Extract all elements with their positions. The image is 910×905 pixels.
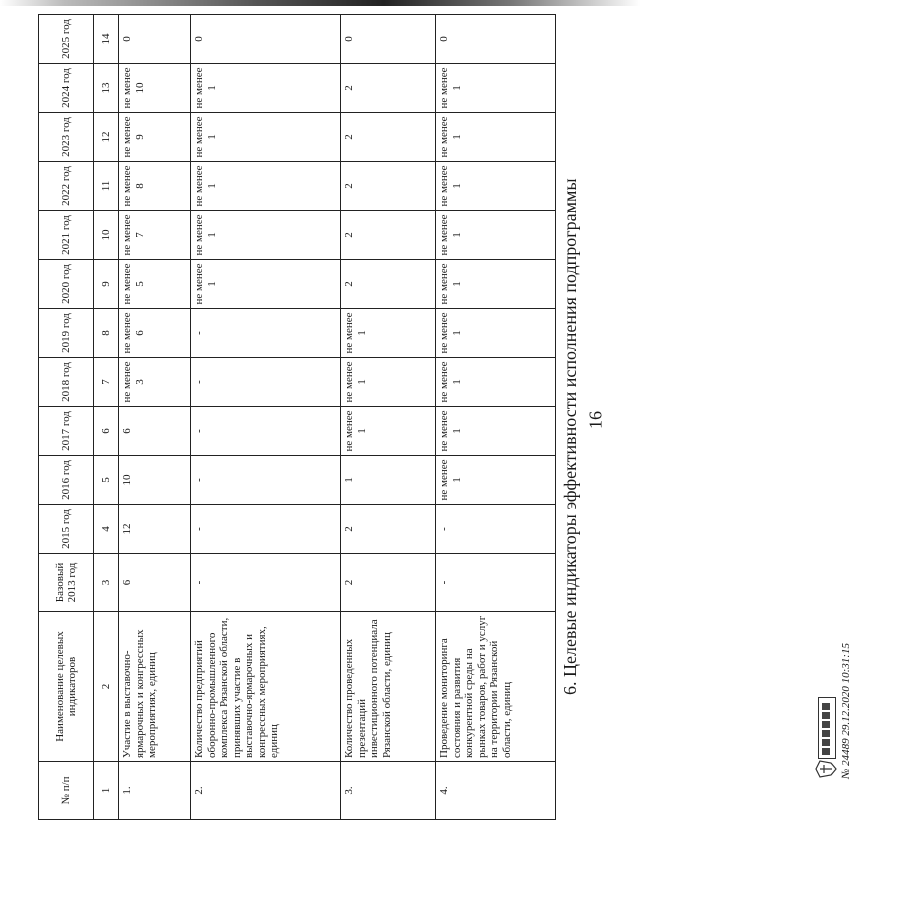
row-index: 2.: [191, 762, 341, 820]
indicator-name: Количество предприятий оборонно-промышленного комплекса Рязанской области, принявших участие в выставочно-ярмарочных и конгрессных мероприятиях, единиц: [191, 612, 341, 762]
value-cell: не менее 1: [341, 309, 436, 358]
column-number: 11: [94, 162, 119, 211]
header-cell: № п/п: [39, 762, 94, 820]
value-cell: не менее 1: [436, 407, 556, 456]
column-number: 5: [94, 456, 119, 505]
header-cell: Базовый 2013 год: [39, 554, 94, 612]
value-cell: -: [191, 358, 341, 407]
value-cell: -: [191, 505, 341, 554]
column-number: 9: [94, 260, 119, 309]
value-cell: -: [436, 505, 556, 554]
value-cell: не менее 1: [436, 260, 556, 309]
header-cell: 2021 год: [39, 211, 94, 260]
header-cell: 2024 год: [39, 64, 94, 113]
stamp-barcode: [818, 697, 836, 759]
value-cell: 10: [119, 456, 191, 505]
value-cell: -: [191, 309, 341, 358]
value-cell: не менее 1: [436, 456, 556, 505]
value-cell: 0: [119, 15, 191, 64]
column-number: 13: [94, 64, 119, 113]
document-footer: [800, 437, 910, 857]
column-number: 14: [94, 15, 119, 64]
row-index: 3.: [341, 762, 436, 820]
column-number: 10: [94, 211, 119, 260]
value-cell: не менее 1: [436, 162, 556, 211]
value-cell: не менее 1: [191, 211, 341, 260]
header-cell: 2015 год: [39, 505, 94, 554]
table-row: [191, 15, 341, 820]
value-cell: 2: [341, 162, 436, 211]
table-row: [436, 15, 556, 820]
value-cell: не менее 1: [436, 113, 556, 162]
value-cell: 0: [341, 15, 436, 64]
section-title: 6. Целевые индикаторы эффективности исполнения подпрограммы: [560, 178, 580, 695]
value-cell: 0: [436, 15, 556, 64]
value-cell: не менее 5: [119, 260, 191, 309]
table-row: [341, 15, 436, 820]
page-number: 16: [585, 411, 606, 429]
coat-of-arms-icon: [815, 759, 837, 779]
column-number: 6: [94, 407, 119, 456]
header-cell: 2018 год: [39, 358, 94, 407]
indicator-name: Проведение мониторинга состояния и развития конкурентной среды на рынках товаров, работ и услуг на территории Рязанской области, единиц: [436, 612, 556, 762]
value-cell: -: [191, 554, 341, 612]
value-cell: не менее 1: [191, 64, 341, 113]
column-number: 3: [94, 554, 119, 612]
value-cell: не менее 8: [119, 162, 191, 211]
value-cell: не менее 1: [191, 260, 341, 309]
value-cell: 2: [341, 211, 436, 260]
column-number: 1: [94, 762, 119, 820]
value-cell: не менее 1: [436, 211, 556, 260]
column-numbers-row: [94, 15, 119, 820]
header-cell: 2023 год: [39, 113, 94, 162]
indicator-name: Участие в выставочно-ярмарочных и конгрессных мероприятиях, единиц: [119, 612, 191, 762]
value-cell: 2: [341, 505, 436, 554]
value-cell: 6: [119, 554, 191, 612]
header-cell: 2022 год: [39, 162, 94, 211]
value-cell: 12: [119, 505, 191, 554]
header-cell: 2019 год: [39, 309, 94, 358]
value-cell: 2: [341, 64, 436, 113]
column-number: 7: [94, 358, 119, 407]
header-cell: 2016 год: [39, 456, 94, 505]
header-cell: 2025 год: [39, 15, 94, 64]
value-cell: не менее 1: [191, 162, 341, 211]
indicators-table: [38, 14, 556, 820]
value-cell: не менее 1: [341, 358, 436, 407]
column-number: 8: [94, 309, 119, 358]
value-cell: 2: [341, 113, 436, 162]
column-number: 12: [94, 113, 119, 162]
value-cell: не менее 1: [341, 407, 436, 456]
value-cell: не менее 7: [119, 211, 191, 260]
value-cell: не менее 1: [191, 113, 341, 162]
value-cell: не менее 9: [119, 113, 191, 162]
value-cell: 2: [341, 260, 436, 309]
value-cell: 6: [119, 407, 191, 456]
column-number: 4: [94, 505, 119, 554]
value-cell: не менее 1: [436, 64, 556, 113]
header-cell: 2020 год: [39, 260, 94, 309]
registration-stamp: [812, 699, 840, 779]
value-cell: 0: [191, 15, 341, 64]
value-cell: -: [436, 554, 556, 612]
value-cell: 2: [341, 554, 436, 612]
indicator-name: Количество проведенных презентаций инвестиционного потенциала Рязанской области, единиц: [341, 612, 436, 762]
table-header-row: [39, 15, 94, 820]
header-cell: 2017 год: [39, 407, 94, 456]
header-cell: Наименование целевых индикаторов: [39, 612, 94, 762]
row-index: 1.: [119, 762, 191, 820]
value-cell: -: [191, 407, 341, 456]
value-cell: не менее 10: [119, 64, 191, 113]
value-cell: не менее 1: [436, 358, 556, 407]
table-row: [119, 15, 191, 820]
column-number: 2: [94, 612, 119, 762]
row-index: 4.: [436, 762, 556, 820]
value-cell: не менее 6: [119, 309, 191, 358]
value-cell: не менее 1: [436, 309, 556, 358]
value-cell: 1: [341, 456, 436, 505]
registration-number: № 24489 29.12.2020 10:31:15: [840, 643, 852, 779]
value-cell: не менее 3: [119, 358, 191, 407]
value-cell: -: [191, 456, 341, 505]
